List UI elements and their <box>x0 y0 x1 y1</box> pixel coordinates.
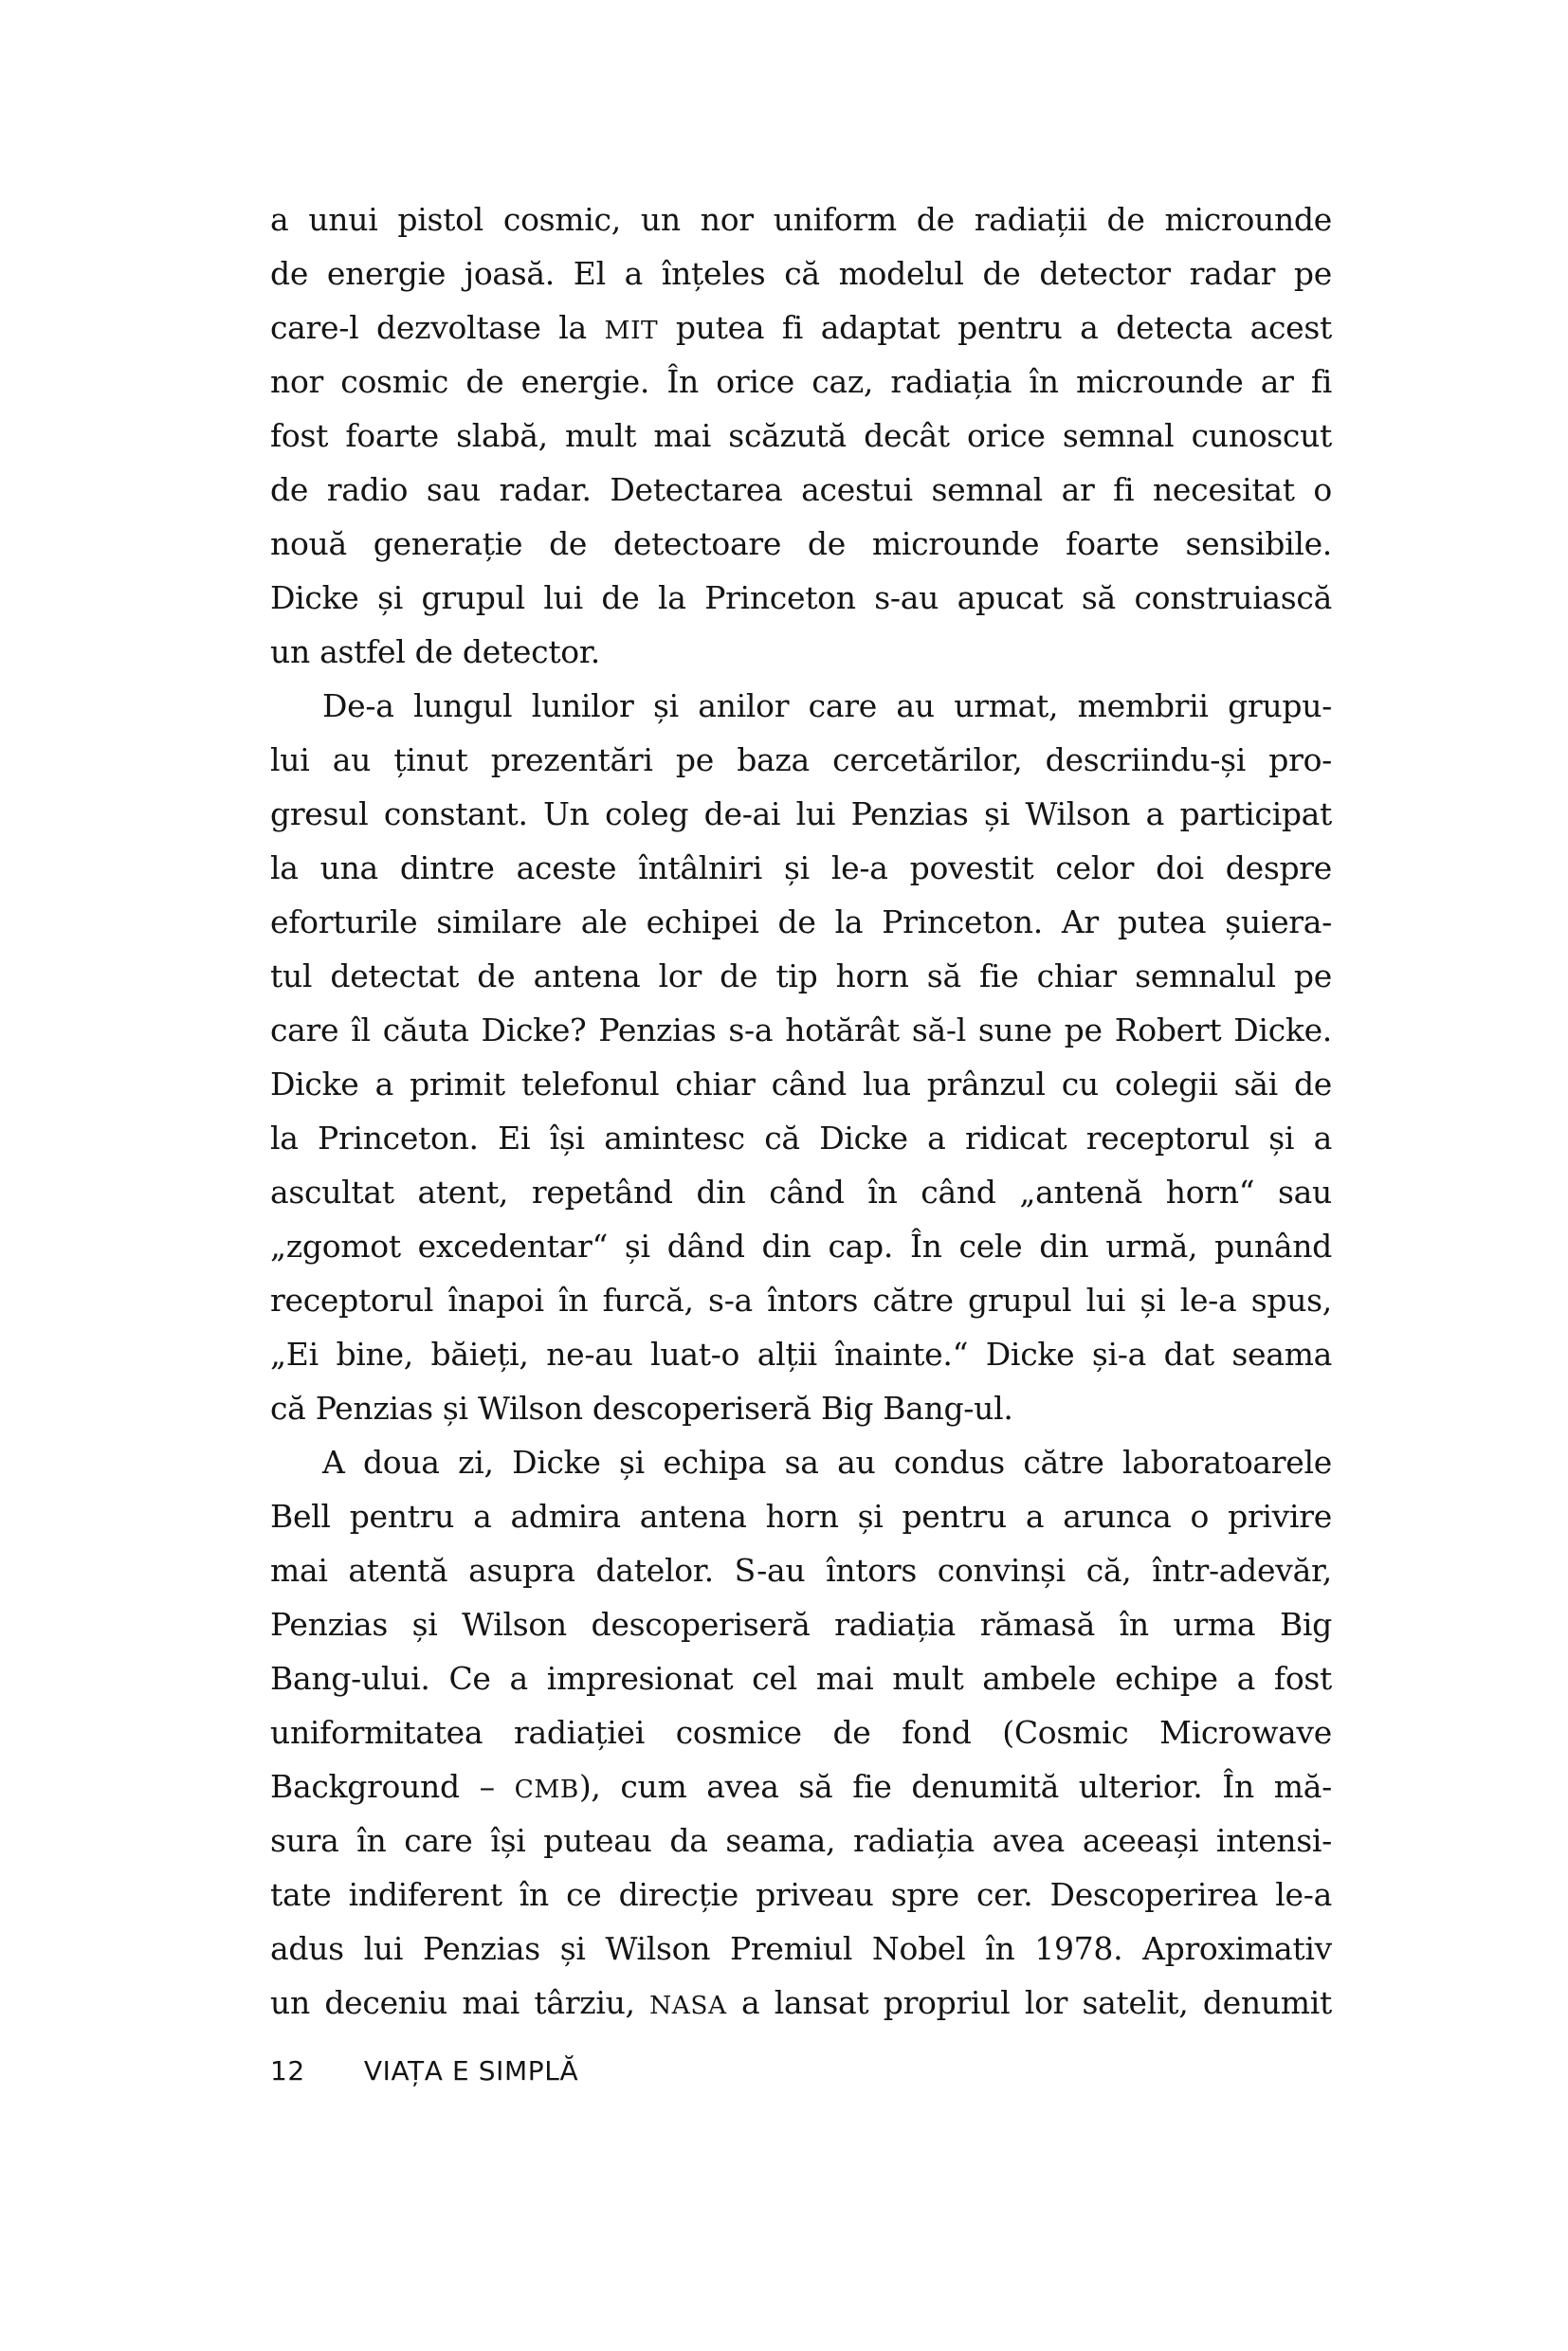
paragraph <box>270 192 1332 679</box>
text-line: uniformitatea radiației cosmice de fond (Cosmic Microwave <box>270 1714 1332 1751</box>
text-line: a unui pistol cosmic, un nor uniform de radiații de microunde <box>270 201 1332 238</box>
paragraph <box>270 1435 1332 2030</box>
running-title: VIAȚA E SIMPLĂ <box>363 2055 579 2087</box>
body-text-block <box>270 192 1332 2030</box>
text-line: adus lui Penzias și Wilson Premiul Nobel în 1978. Aproximativ <box>270 1930 1332 1967</box>
text-line: fost foarte slabă, mult mai scăzută decât orice semnal cunoscut <box>270 417 1332 454</box>
paragraph <box>270 679 1332 1435</box>
text-line: eforturile similare ale echipei de la Princeton. Ar putea șuiera- <box>270 903 1332 940</box>
text-line: de radio sau radar. Detectarea acestui semnal ar fi necesitat o <box>270 471 1332 508</box>
text-line: Bell pentru a admira antena horn și pentru a arunca o privire <box>270 1498 1332 1535</box>
text-line: tate indiferent în ce direcție priveau spre cer. Descoperirea le-a <box>270 1876 1332 1913</box>
text-line: Dicke și grupul lui de la Princeton s-au apucat să construiască <box>270 579 1332 616</box>
text-line: gresul constant. Un coleg de-ai lui Penzias și Wilson a participat <box>270 795 1332 832</box>
text-line: A doua zi, Dicke și echipa sa au condus către laboratoarele <box>322 1444 1332 1481</box>
text-line: un deceniu mai târziu, NASA a lansat propriul lor satelit, denumit <box>270 1984 1332 2021</box>
text-line: Background – CMB), cum avea să fie denumită ulterior. În mă- <box>270 1768 1332 1805</box>
text-line: la una dintre aceste întâlniri și le-a povestit celor doi despre <box>270 849 1332 886</box>
text-line: „Ei bine, băieți, ne-au luat-o alții înainte.“ Dicke și-a dat seama <box>270 1336 1332 1373</box>
text-line: tul detectat de antena lor de tip horn să fie chiar semnalul pe <box>270 957 1332 994</box>
text-line: De-a lungul lunilor și anilor care au urmat, membrii grupu- <box>322 687 1332 724</box>
text-line: nor cosmic de energie. În orice caz, radiația în microunde ar fi <box>270 363 1332 400</box>
text-line: Penzias și Wilson descoperiseră radiația rămasă în urma Big <box>270 1606 1332 1643</box>
text-line: că Penzias și Wilson descoperiseră Big Bang-ul. <box>270 1390 1013 1427</box>
text-line: mai atentă asupra datelor. S-au întors convinși că, într-adevăr, <box>270 1552 1332 1589</box>
smallcaps-acronym: NASA <box>649 1991 727 2020</box>
text-line: Dicke a primit telefonul chiar când lua prânzul cu colegii săi de <box>270 1066 1332 1103</box>
page-number: 12 <box>270 2055 305 2087</box>
text-line: receptorul înapoi în furcă, s-a întors către grupul lui și le-a spus, <box>270 1282 1332 1319</box>
text-line: lui au ținut prezentări pe baza cercetărilor, descriindu-și pro- <box>270 741 1332 778</box>
text-line: la Princeton. Ei își amintesc că Dicke a ridicat receptorul și a <box>270 1120 1332 1157</box>
page-footer <box>270 2055 578 2087</box>
text-line: Bang-ului. Ce a impresionat cel mai mult ambele echipe a fost <box>270 1660 1332 1697</box>
smallcaps-acronym: MIT <box>604 316 659 345</box>
smallcaps-acronym: CMB <box>514 1775 579 1804</box>
text-line: un astfel de detector. <box>270 633 600 670</box>
text-line: sura în care își puteau da seama, radiația avea aceeași intensi- <box>270 1822 1332 1859</box>
text-line: care-l dezvoltase la MIT putea fi adaptat pentru a detecta acest <box>270 309 1332 346</box>
text-line: care îl căuta Dicke? Penzias s-a hotărât să-l sune pe Robert Dicke. <box>270 1011 1332 1048</box>
text-line: „zgomot excedentar“ și dând din cap. În cele din urmă, punând <box>270 1228 1332 1265</box>
text-line: nouă generație de detectoare de microunde foarte sensibile. <box>270 525 1332 562</box>
text-line: ascultat atent, repetând din când în când „antenă horn“ sau <box>270 1174 1332 1211</box>
text-line: de energie joasă. El a înțeles că modelul de detector radar pe <box>270 255 1332 292</box>
